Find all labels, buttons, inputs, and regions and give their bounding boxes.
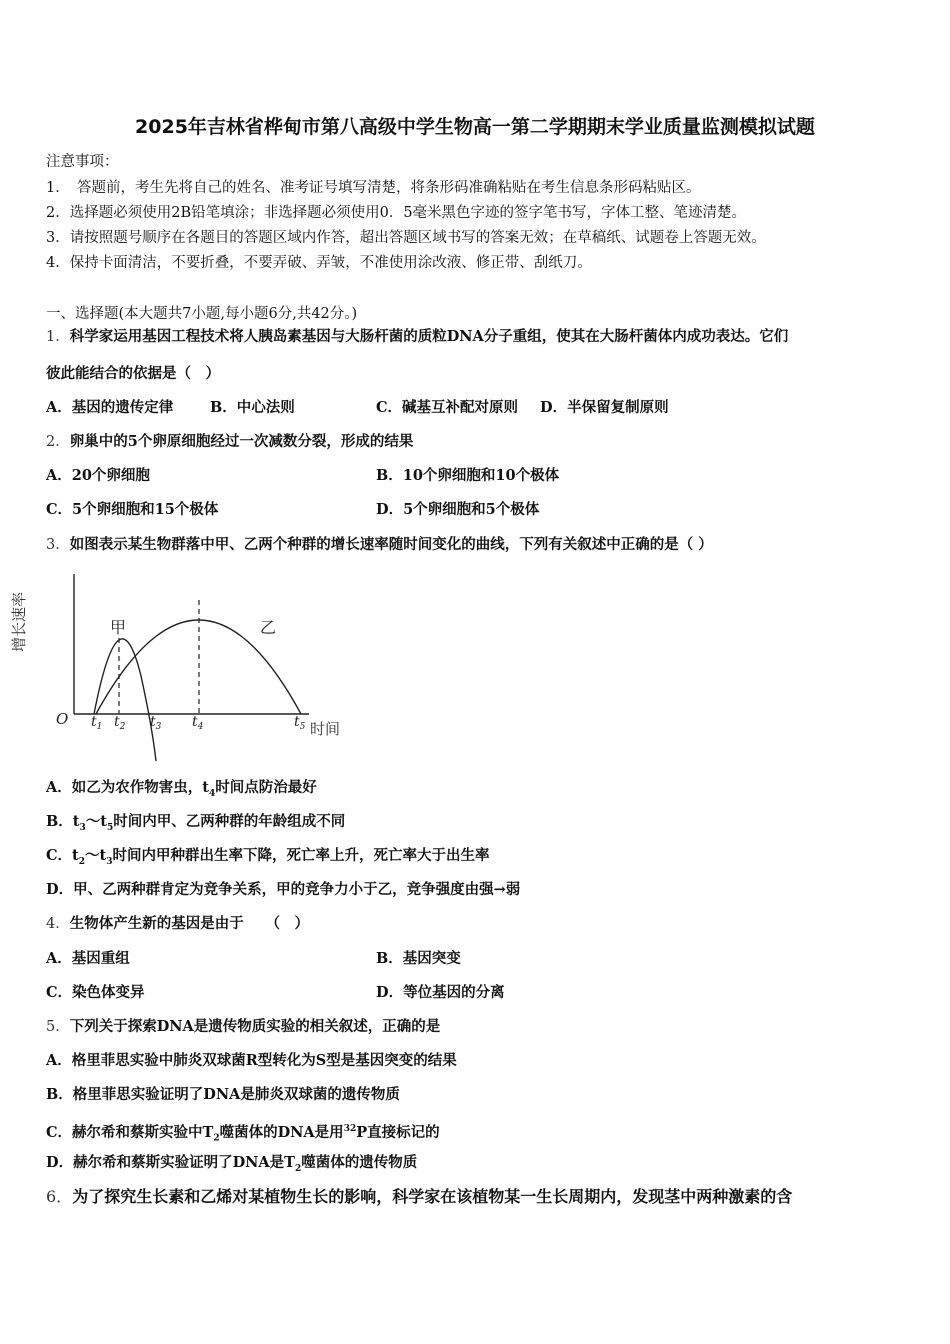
q2-option-a: A．20个卵细胞 xyxy=(46,467,150,484)
q1-option-d: D．半保留复制原则 xyxy=(540,399,669,416)
q3-option-c: C．$t_2\sim t_3$时间内甲种群出生率下降，死亡率上升，死亡率大于出生率 xyxy=(46,847,490,867)
notice-heading: 注意事项： xyxy=(46,154,119,170)
q1-option-c: C．碱基互补配对原则 xyxy=(376,399,519,416)
curve-yi-label: 乙 xyxy=(260,618,277,637)
tick-t2: $t_2$ xyxy=(114,714,126,732)
q3-option-b: B．$t_3\sim t_5$时间内甲、乙两种群的年龄组成不同 xyxy=(46,813,346,833)
question-text: 为了探究生长素和乙烯对某植物生长的影响，科学家在该植物某一生长周期内，发现茎中两种激素的含 xyxy=(72,1187,793,1206)
question-number: 2． xyxy=(46,434,70,450)
question-1 xyxy=(46,327,788,347)
q2-option-b: B．10个卵细胞和10个极体 xyxy=(376,467,560,484)
q4-option-b: B．基因突变 xyxy=(376,950,461,967)
question-6 xyxy=(46,1187,792,1207)
question-text: 下列关于探索DNA是遗传物质实验的相关叙述，正确的是 xyxy=(69,1018,441,1035)
question-1-cont: 彼此能结合的依据是（ ） xyxy=(46,365,220,382)
question-number: 1． xyxy=(46,329,70,345)
origin-label: O xyxy=(56,710,69,728)
question-5 xyxy=(46,1017,440,1037)
question-text: 生物体产生新的基因是由于 （ ） xyxy=(69,915,309,932)
notice-item-1: 1． 答题前，考生先将自己的姓名、准考证号填写清楚，将条形码准确粘贴在考生信息条形码粘贴区。 xyxy=(46,180,701,196)
q5-option-b: B．格里菲思实验证明了DNA是肺炎双球菌的遗传物质 xyxy=(46,1086,400,1103)
q4-option-d: D．等位基因的分离 xyxy=(376,984,505,1001)
q5-option-a: A．格里菲思实验中肺炎双球菌R型转化为S型是基因突变的结果 xyxy=(46,1052,457,1069)
question-text: 卵巢中的5个卵原细胞经过一次减数分裂，形成的结果 xyxy=(69,433,414,450)
question-number: 5． xyxy=(46,1019,70,1035)
q1-option-a: A．基因的遗传定律 xyxy=(46,399,174,416)
tick-t5: $t_5$ xyxy=(294,714,306,732)
growth-rate-figure xyxy=(10,566,364,776)
tick-t4: $t_4$ xyxy=(192,714,204,732)
question-text: 如图表示某生物群落中甲、乙两个种群的增长速率随时间变化的曲线，下列有关叙述中正确的是（ ） xyxy=(69,536,713,553)
q2-option-d: D．5个卵细胞和5个极体 xyxy=(376,501,540,518)
tick-t1: $t_1$ xyxy=(91,714,103,732)
q5-option-d: D．赫尔希和蔡斯实验证明了DNA是$T_2$噬菌体的遗传物质 xyxy=(46,1154,418,1174)
q4-option-c: C．染色体变异 xyxy=(46,984,145,1001)
question-text: 科学家运用基因工程技术将人胰岛素基因与大肠杆菌的质粒DNA分子重组，使其在大肠杆菌体内成功表达。它们 xyxy=(69,328,789,345)
section-heading: 一、选择题(本大题共7小题,每小题6分,共42分。) xyxy=(46,306,358,322)
question-number: 4． xyxy=(46,916,70,932)
q5-option-c: C．赫尔希和蔡斯实验中$T_2$噬菌体的DNA是用$^{32}$P直接标记的 xyxy=(46,1123,440,1144)
q3-option-d: D．甲、乙两种群肯定为竞争关系，甲的竞争力小于乙，竞争强度由强→弱 xyxy=(46,881,521,898)
page-title: 2025年吉林省桦甸市第八高级中学生物高一第二学期期末学业质量监测模拟试题 xyxy=(135,116,815,138)
notice-item-3: 3．请按照题号顺序在各题目的答题区域内作答，超出答题区域书写的答案无效；在草稿纸、试题卷上答题无效。 xyxy=(46,230,766,246)
notice-item-4: 4．保持卡面清洁，不要折叠，不要弄破、弄皱，不准使用涂改液、修正带、刮纸刀。 xyxy=(46,255,592,271)
q1-option-b: B．中心法则 xyxy=(210,399,295,416)
question-3 xyxy=(46,535,713,555)
question-2 xyxy=(46,432,413,452)
curve-jia-label: 甲 xyxy=(110,618,127,637)
tick-t3: $t_3$ xyxy=(150,714,162,732)
y-axis-label: 增长速率 xyxy=(10,591,28,652)
q3-option-a: A．如乙为农作物害虫，$t_4$时间点防治最好 xyxy=(46,779,317,799)
q4-option-a: A．基因重组 xyxy=(46,950,130,967)
x-axis-label: 时间 xyxy=(310,720,341,738)
question-number: 6． xyxy=(46,1187,73,1206)
q2-option-c: C．5个卵细胞和15个极体 xyxy=(46,501,219,518)
notice-item-2: 2．选择题必须使用2B铅笔填涂；非选择题必须使用0．5毫米黑色字迹的签字笔书写，字体工整、笔迹清楚。 xyxy=(46,205,747,221)
question-4 xyxy=(46,914,309,934)
question-number: 3． xyxy=(46,537,70,553)
